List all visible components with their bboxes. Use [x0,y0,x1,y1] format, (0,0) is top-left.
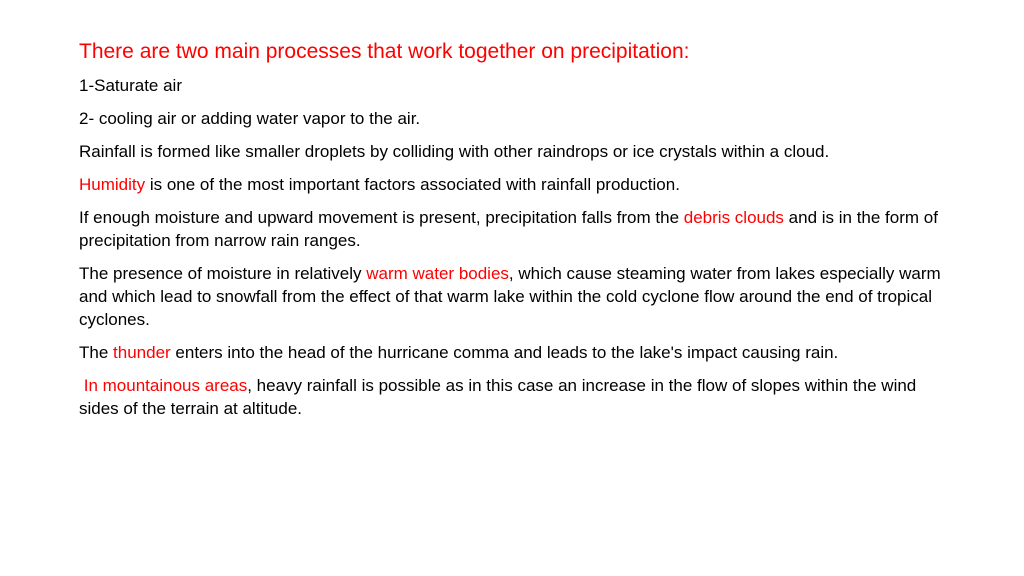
mountainous-text-after: , heavy rainfall is possible as in this case an increase in the flow of slopes within the wind sides of the terrain at altitude. [79,376,917,418]
humidity-paragraph [79,173,954,196]
warm-water-text-before: The presence of moisture in relatively [79,264,367,283]
slide-heading: There are two main processes that work together on precipitation: [79,40,690,63]
humidity-highlight: Humidity [79,175,146,194]
mountainous-paragraph [79,374,954,420]
debris-clouds-highlight: debris clouds [683,208,784,227]
process-item-1: 1-Saturate air [79,76,182,95]
debris-clouds-text-after: and is in the form of precipitation from narrow rain ranges. [79,208,938,250]
slide-content [79,38,954,430]
rainfall-formation-paragraph: Rainfall is formed like smaller droplets by colliding with other raindrops or ice crystals within a cloud. [79,142,830,161]
thunder-text-after: enters into the head of the hurricane comma and leads to the lake's impact causing rain. [170,343,839,362]
thunder-highlight: thunder [113,343,171,362]
thunder-paragraph [79,341,954,364]
warm-water-highlight: warm water bodies [366,264,509,283]
debris-clouds-text-before: If enough moisture and upward movement is present, precipitation falls from the [79,208,684,227]
warm-water-paragraph [79,262,954,331]
process-item-2: 2- cooling air or adding water vapor to the air. [79,109,421,128]
debris-clouds-paragraph [79,206,954,252]
warm-water-text-after: , which cause steaming water from lakes especially warm and which lead to snowfall from the effect of that warm lake within the cold cyclone flow around the end of tropical cyclones. [79,264,941,329]
thunder-text-before: The [79,343,114,362]
humidity-text: is one of the most important factors associated with rainfall production. [145,175,680,194]
mountainous-highlight: In mountainous areas [83,376,248,395]
